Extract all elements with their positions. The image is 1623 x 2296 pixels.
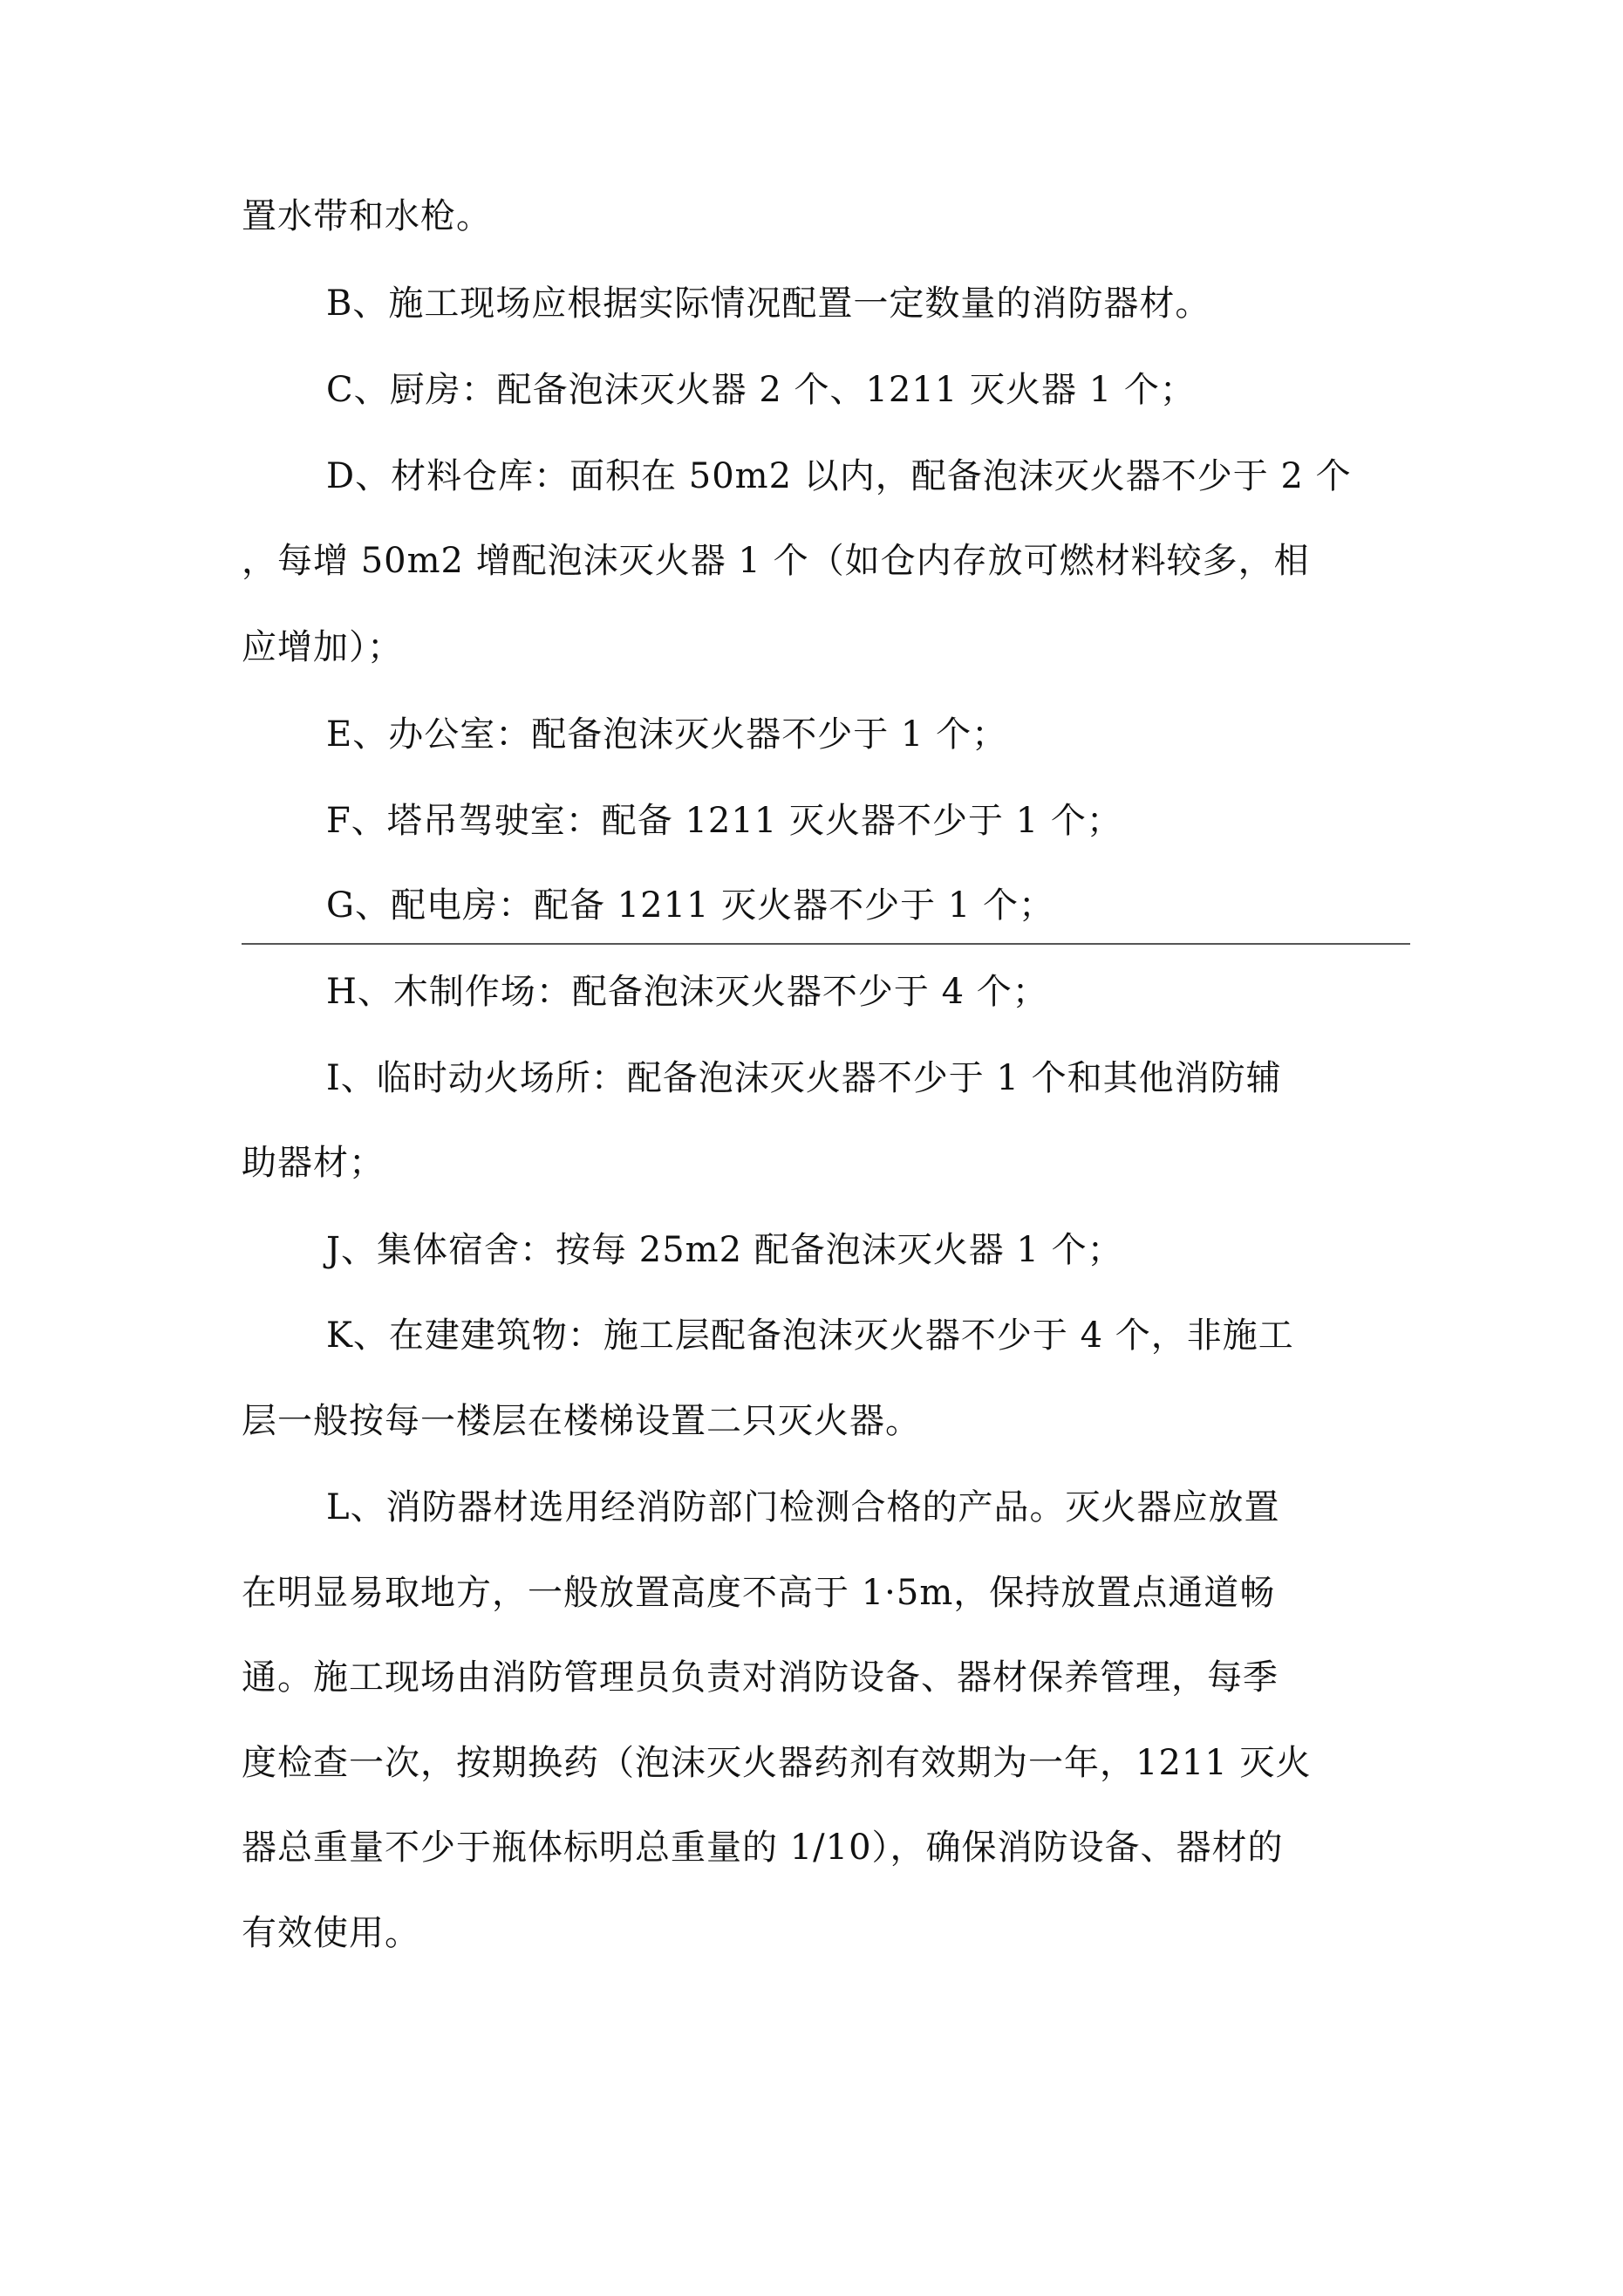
text-line: 置水带和水枪。 bbox=[242, 196, 492, 236]
item-j: J、集体宿舍：按每 25m2 配备泡沫灭火器 1 个； bbox=[326, 1230, 1123, 1270]
item-e: E、办公室：配备泡沫灭火器不少于 1 个； bbox=[326, 714, 1008, 755]
text-line: 度检查一次，按期换药（泡沫灭火器药剂有效期为一年，1211 灭火 bbox=[242, 1743, 1312, 1783]
item-c: C、厨房：配备泡沫灭火器 2 个、1211 灭火器 1 个； bbox=[326, 370, 1196, 410]
item-g: G、配电房：配备 1211 灭火器不少于 1 个； bbox=[326, 885, 1055, 926]
text-line: 有效使用。 bbox=[242, 1913, 420, 1953]
item-h: H、木制作场：配备泡沫灭火器不少于 4 个； bbox=[326, 972, 1048, 1012]
item-b: B、施工现场应根据实际情况配置一定数量的消防器材。 bbox=[326, 284, 1211, 324]
item-d: D、材料仓库：面积在 50m2 以内，配备泡沫灭火器不少于 2 个 bbox=[326, 456, 1352, 496]
item-k: K、在建建筑物：施工层配备泡沫灭火器不少于 4 个，非施工 bbox=[326, 1315, 1294, 1356]
item-f: F、塔吊驾驶室：配备 1211 灭火器不少于 1 个； bbox=[326, 801, 1122, 841]
text-line: 层一般按每一楼层在楼梯设置二只灭火器。 bbox=[242, 1401, 921, 1441]
text-line: 助器材； bbox=[242, 1143, 385, 1183]
horizontal-divider bbox=[242, 943, 1410, 945]
text-line: 器总重量不少于瓶体标明总重量的 1/10），确保消防设备、器材的 bbox=[242, 1828, 1284, 1868]
item-l: L、消防器材选用经消防部门检测合格的产品。灭火器应放置 bbox=[326, 1487, 1280, 1527]
text-line: 应增加）； bbox=[242, 627, 403, 667]
text-line: ，每增 50m2 增配泡沫灭火器 1 个（如仓内存放可燃材料较多，相 bbox=[242, 541, 1310, 581]
text-line: 通。施工现场由消防管理员负责对消防设备、器材保养管理，每季 bbox=[242, 1657, 1279, 1698]
text-line: 在明显易取地方，一般放置高度不高于 1·5m，保持放置点通道畅 bbox=[242, 1573, 1276, 1613]
item-i: I、临时动火场所：配备泡沫灭火器不少于 1 个和其他消防辅 bbox=[326, 1058, 1282, 1098]
